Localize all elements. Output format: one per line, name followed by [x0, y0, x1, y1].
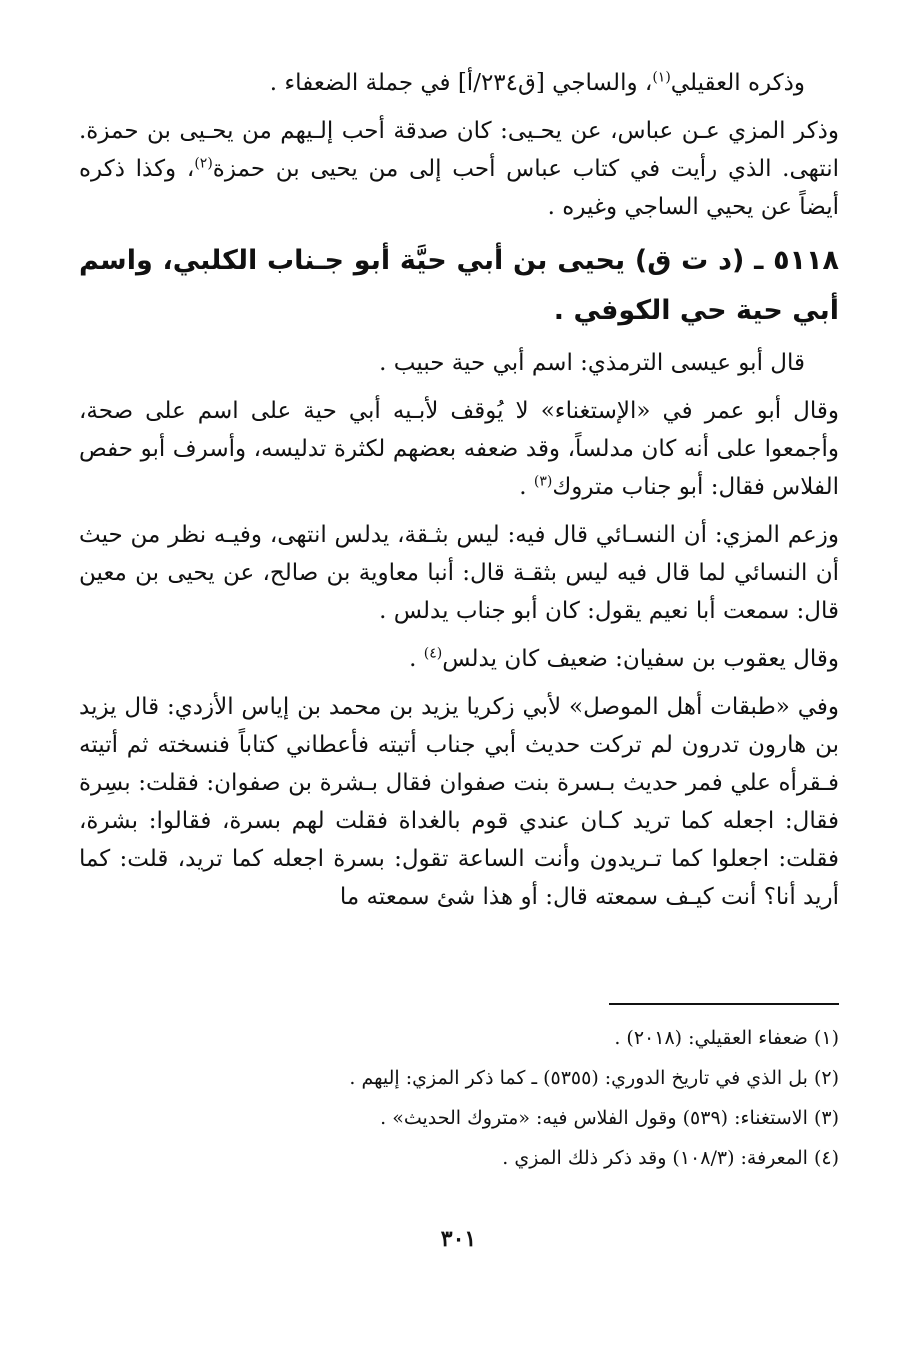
footnote-3: (٣) الاستغناء: (٥٣٩) وقول الفلاس فيه: «متروك الحديث» . — [380, 1107, 839, 1129]
footnote-2: (٢) بل الذي في تاريخ الدوري: (٥٣٥٥) ـ كما ذكر المزي: إليهم . — [349, 1067, 839, 1089]
footnote-4: (٤) المعرفة: (١٠٨/٣) وقد ذكر ذلك المزي . — [502, 1147, 839, 1169]
paragraph-2-text-b: ، وكذا ذكره أيضاً عن يحيي الساجي وغيره . — [79, 156, 839, 220]
footnote-ref-1[interactable]: (١) — [652, 69, 671, 86]
paragraph-6-text-a: وقال يعقوب بن سفيان: ضعيف كان يدلس — [442, 646, 839, 672]
paragraph-6 — [79, 640, 839, 678]
entry-heading: ٥١١٨ ـ (د ت ق) يحيى بن أبي حيَّة أبو جـناب الكلبي، واسم أبي حية حي الكوفي . — [79, 245, 839, 326]
paragraph-4 — [79, 392, 839, 506]
paragraph-2 — [79, 112, 839, 226]
footnote-1: (١) ضعفاء العقيلي: (٢٠١٨) . — [614, 1027, 839, 1049]
page-body — [79, 64, 839, 926]
footnote-divider — [609, 1003, 839, 1005]
paragraph-5: وزعم المزي: أن النسـائي قال فيه: ليس بثـقة، يدلس انتهى، وفيـه نظر من حيث أن النسائي لما قال فيه ليس بثقـة قال: أنبا معاوية بن صالح، عن يحيى بن معين قال: سمعت أبا نعيم يقول: كان أبو جناب يدلس . — [79, 522, 839, 624]
paragraph-4-text-a: وقال أبو عمر في «الإستغناء» لا يُوقف لأبـيه أبي حية على اسم على صحة، وأجمعوا على أنه كان مدلساً، وقد ضعفه بعضهم لكثرة تدليسه، وأسرف أبو حفص الفلاس فقال: أبو جناب متروك — [79, 398, 839, 500]
paragraph-6-text-b: . — [409, 646, 424, 672]
paragraph-7: وفي «طبقات أهل الموصل» لأبي زكريا يزيد بن محمد بن إياس الأزدي: قال يزيد بن هارون تدرون لم تركت حديث أبي جناب أتيته فأعطاني كتاباً فنسخته ثم أتيته فـقرأه علي فمر حديث بـسرة بنت صفوان فقال بـشرة بن صفوان: فقلت: بسِرة فقال: اجعله كما تريد كـان عندي قوم بالغداة فقلت لهم بسرة، فقالوا: بشرة، فقلت: اجعلوا كما تـريدون وأنت الساعة تقول: بسرة اجعله كما تريد، قلت: كما أريد أنا؟ أنت كيـف سمعته قال: أو هذا شئ سمعته ما — [79, 694, 839, 910]
page-number: ٣٠١ — [440, 1226, 477, 1252]
paragraph-4-text-b: . — [519, 474, 534, 500]
paragraph-2-text-a: وذكر المزي عـن عباس، عن يحـيى: كان صدقة أحب إلـيهم من يحـيى بن حمزة. انتهى. الذي رأيت في كتاب عباس أحب إلى من يحيى بن حمزة — [79, 118, 839, 182]
footnote-ref-2[interactable]: (٢) — [194, 155, 213, 172]
footnote-ref-4[interactable]: (٤) — [423, 645, 443, 662]
footnotes — [79, 1018, 839, 1178]
footnote-ref-3[interactable]: (٣) — [533, 473, 553, 490]
paragraph-3: قال أبو عيسى الترمذي: اسم أبي حية حبيب . — [379, 350, 805, 376]
paragraph-1 — [79, 64, 839, 102]
paragraph-1-text-a: وذكره العقيلي — [670, 70, 805, 96]
paragraph-1-text-b: ، والساجي [ق٢٣٤/أ] في جملة الضعفاء . — [269, 70, 653, 96]
